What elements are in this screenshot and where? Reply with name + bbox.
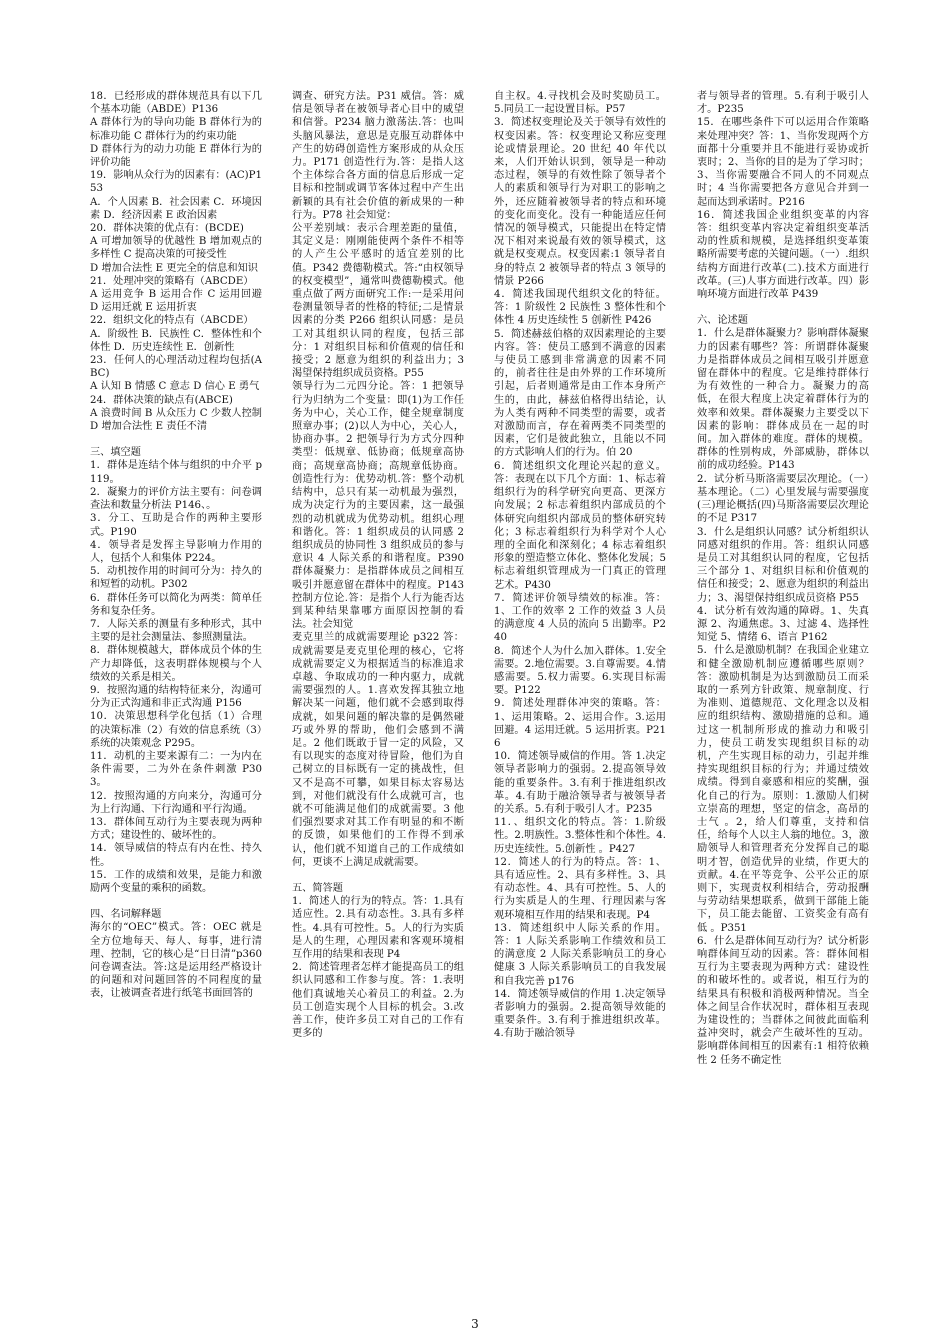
paragraph: 9．按照沟通的结构特征来分，沟通可分为正式沟通和非正式沟通 P156 [90,684,262,710]
paragraph: 三、填空题 [90,447,141,459]
paragraph: 11．、组织文化的特点。答：1.阶级性。2.明族性。3.整体性和个体性。4.历史连续性。5.创新性 。P427 [494,817,666,855]
paragraph: 19．影响从众行为的因素有：(AC)P153 [90,170,262,195]
paragraph: 四、名词解释题 [90,909,162,921]
paragraph: 6．什么是群体间互动行为？试分析影响群体间互动的因素。答：群体间相互行为主要表现为两种方式：建设性的和破坏性的。或者说，相互行为的结果具有积极和消极两种情况。当全体之间呈合作状况时，群体相互表现为建设性的；当群体之间彼此面临利益冲突时，就会产生破坏性的互动。影响群体间相互的因素有:1 相符依赖性 2 任务不确定性 [697,935,869,1066]
paragraph: 者与领导者的管理。5.有利于吸引人才。P235 [697,91,869,116]
paragraph: 5．什么是激励机制？在我国企业建立和健全激励机制应遵循哪些原则？答：激励机制是为达到激励员工而采取的一系列方针政策、规章制度、行为准则、道德规范、文化理念以及相应的组织结构、激励措施的总和。通过这一机制所形成的推动力和吸引力，使员工萌发实现组织目标的动机，产生实现目标的动力，引起并维持实现组织目标的行为；并通过绩效成绩。得到自豪感和相应的奖酬，强化自己的行为。原则：1.激励人们树立崇高的理想，坚定的信念，高昂的士气 。2，给人们尊重，支持和信任，给每个人以主人翁的地位。3，激励领导人和管理者充分发挥自己的聪明才智，创造优异的业绩，作更大的贡献。4.在平等竞争、公平公正的原则下，实现责权利相结合，劳动报酬与劳动结果想联系，做到干部能上能下，员工能去能留、工资奖金有高有低 。P351 [697,645,869,934]
paragraph: A．阶级性 B．民族性 C．整体性和个体性 D．历史连续性 E．创新性 [90,328,262,353]
paragraph: 14．领导威信的特点有内在性、持久性。 [90,843,262,868]
paragraph: 2．简述管理者怎样才能提高员工的组织认同感和工作参与度。答：1.表明他们真诚地关心着员工的利益。2.为员工创造实现个人目标的机会。3.改善工作，使许多员工对自己的工作有更多的 [292,962,464,1040]
paragraph: 自主权。4.寻找机会及时奖励员工。5.同员工一起设置目标。P57 [494,91,666,116]
paragraph: 9．简述处理群体冲突的策略。答：1、运用策略。2、运用合作。3.运用回避。4 运用迁就。5 运用折衷。P216 [494,698,666,749]
paragraph: 21．处理冲突的策略有（ABCDE） [90,275,254,287]
paragraph: 8．简述个人为什么加入群体。1.安全需要。2.地位需要。3.自尊需要。4.情感需要。5.权力需要。6.实现目标需要。P122 [494,645,666,697]
paragraph: A 可增加领导的优越性 B 增加观点的多样性 C 提高决策的可接受性 [90,236,262,261]
paragraph: 1．群体是连结个体与组织的中介平 p119。 [90,460,262,485]
paragraph: A 认知 B 情感 C 意志 D 信心 E 勇气 [90,381,260,393]
paragraph-spacer [90,433,262,446]
paragraph: 20．群体决策的优点有：(BCDE) [90,223,244,235]
paragraph: 2．凝聚力的评价方法主要有：问卷调查法和数量分析法 P146、。 [90,486,262,512]
text-column-4 [697,90,869,1067]
paragraph: 4．简述我国现代组织文化的特征。答：1 阶级性 2 民族性 3 整体性和个体性 4 历史连续性 5 创新性 P426 [494,289,666,327]
paragraph: 7．人际关系的测量有多种形式，其中主要的是社会测量法、参照测量法。 [90,618,262,644]
text-column-1 [90,90,262,1001]
paragraph-spacer [292,869,464,882]
paragraph: 10．决策思想科学化包括（1）合理的决策标准（2）有效的信息系统（3）系统的决策观念 P295。 [90,711,262,749]
paragraph: 8．群体规模越大，群体成员个体的生产力却降低，这表明群体规模与个人绩效的关系是相关。 [90,645,262,683]
paragraph: 1．什么是群体凝聚力？影响群体凝聚力的因素有哪些？答：所谓群体凝聚力是指群体成员之间相互吸引并愿意留在群体中的程度。它是维持群体行为有效性的一种合力。凝聚力的高低，在很大程度上决定着群体行为的效率和效果。群体凝聚力主要受以下因素的影响：群体成员在一起的时间。加入群体的难度。群体的规模。群体的性别构成，外部威胁，群体以前的成功经验。P143 [697,328,869,472]
paragraph: 15．在哪些条件下可以运用合作策略来处理冲突？答：1、当你发现两个方面都十分重要并且不能进行妥协或折衷时；2、当你的目的是为了学习时；3、当你需要融合不同人的不同观点时；4 当你需要把各方意见合并到一起而达到承诺时。P216 [697,117,869,208]
paragraph: 1．简述人的行为的特点。答：1.具有适应性。2.具有动态性。3.具有多样性。4.具有可控性。5。人的行为实质是人的生理，心理因素和客观环境相互作用的结果和表现 P4 [292,896,464,960]
paragraph: 7．简述评价领导绩效的标准。答：1、工作的效率 2 工作的效益 3 人员的满意度 4 人员的流向 5 出勤率。P240 [494,592,666,644]
paragraph: D 增加合法性 E 更完全的信息和知识 [90,262,258,274]
paragraph: 13．简述组织中人际关系的作用。答：1 人际关系影响工作绩效和员工的满意度 2 人际关系影响员工的身心健康 3 人际关系影响员工的自我发展和自我完善 p176 [494,922,666,987]
paragraph: 公平差别域：表示合理差距的量值，其定义是：刚刚能使两个条件不相等的人产生公平感时的适宜差别的比值。P342 费德勒模式。答:“由权领导的权变模型”，通常叫费德勒模式。他重点做了两方面研究工作:一是采用问卷测量领导者的性格的特征;二是情景因素的分类 P266 组织认同感：是员工对其组织认同的程度，包括三部分：1 对组织目标和价值观的信任和接受；2 愿意为组织的利益出力；3 渴望保持组织成员资格。P55 [292,223,464,380]
paragraph: 14．简述领导威信的作用 1.决定领导者影响力的强弱。2.提高领导效能的重要条件。3.有利于推进组织改革。4.有助于融洽领导 [494,988,666,1040]
paragraph: 六、论述题 [697,315,748,327]
paragraph: 24．群体决策的缺点有(ABCE) [90,394,233,406]
paragraph: 3．什么是组织认同感？试分析组织认同感对组织的作用。答：组织认同感是员工对其组织认同的程度，它包括三个部分 1、对组织目标和价值观的信任和接受；2、愿意为组织的利益出力；3、渴望保持组织成员资格 P55 [697,526,869,604]
paragraph: 23．任何人的心理活动过程均包括(ABC) [90,355,262,380]
paragraph: 16．简述我国企业组织变革的内容答：组织变革内容决定着组织变革活动的性质和规模，是选择组织变革策略所需要考虑的关键问题。（一）.组织结构方面进行改革(二).技术方面进行改革。(三)人事方面进行改革。四）影响环境方面进行改革 P439 [697,209,869,301]
paragraph: 12．按照沟通的方向来分，沟通可分为上行沟通、下行沟通和平行沟通。 [90,790,262,815]
page-number: 3 [471,1317,479,1331]
paragraph: 调查、研究方法。P31 威信。答：威信是领导者在被领导者心目中的威望和信誉。P234 脑力激荡法.答：也叫头脑风暴法，意思是克服互动群体中产生的妨碍创造性方案形成的从众压力。P171 创造性行为.答：是指人这个主体综合各方面的信息后形成一定目标和控制或调节客体过程中产生出新颖的具有社会价值的新成果的一种行为。P78 社会知觉： [292,91,464,221]
paragraph: A 浪费时间 B 从众压力 C 少数人控制 D 增加合法性 E 责任不清 [90,407,262,433]
paragraph: 12．简述人的行为的特点。答：1、具有适应性。2、具有多样性。3、具有动态性。4、具有可控性。5、人的行为实质是人的生理、行理因素与客观环境相互作用的结果和表现。P4 [494,856,666,921]
text-column-3 [494,90,666,1041]
paragraph: 6．群体任务可以简化为两类：简单任务和复杂任务。 [90,592,262,617]
paragraph: 18．已经形成的群体规范具有以下几个基本功能（ABDE）P136 [90,91,262,116]
paragraph: 4．试分析有效沟通的障碍。1、失真源 2、沟通焦虑。3、过滤 4、选择性知觉 5、情绪 6、语言 P162 [697,605,869,644]
paragraph: D 群体行为的动力功能 E 群体行为的评价功能 [90,143,262,169]
text-column-2 [292,90,464,1040]
paragraph: 2．试分析马斯洛需要层次理论。（一）基本理论。（二）心里发展与需要强度(三)理论概括(四)马斯洛需要层次理论的不足 P317 [697,473,869,525]
paragraph-spacer [697,301,869,314]
paragraph: 5．简述赫兹伯格的双因素理论的主要内容。答：使员工感到不满意的因素与使员工感到非常满意的因素不同的，前者往往是由外界的工作环境所引起，后者则通常是由工作本身所产生的，由此，赫兹伯格得出结论，认为人类有两种不同类型的需要，或者对激励而言，存在着两类不同类型的因素，它们是彼此独立，且能以不同的方式影响人们的行为。伯 20 [494,328,666,459]
paragraph: 3．简述权变理论及关于领导有效性的权变因素。答：权变理论又称应变理论或情景理论。20 世纪 40 年代以来，人们开始认识到，领导是一种动态过程，领导的有效性除了领导者个人的素质和领导行为对职工的影响之外，还应随着被领导者的特点和环境的变化而变化。没有一种能适应任何情况的领导模式，只能提出在特定情况下相对来说最有效的领导模式，这就是权变观点。权变因素:1 领导者自身的特点 2 被领导者的特点 3 领导的情景 P266 [494,117,666,287]
paragraph: 11．动机的主要来源有二：一为内在条件需要，二为外在条件刺激 P303。 [90,750,262,789]
paragraph: 麦克里兰的成就需要理论 p322 答：成就需要是麦克里伦理的核心，它将成就需要定义为根据适当的标准追求卓越、争取成功的一种内驱力，成就需要强烈的人。1.喜欢发挥其独立地解决某一问题，他们就不会感到取得成就，如果问题的解决靠的是偶然碰巧或外界的帮助，他们会感到不满足。2 他们既敢于冒一定的风险，又有以现实的态度对待冒险，他们为自己树立的目标既有一定的挑战性，但又不是高不可攀，如果目标太容易达到，对他们就没有什么成就可言，也就不可能满足他们的成就需要。3 他们强烈要求对其工作有明显的和不断的反馈，如果他们的工作得不到承认，他们就不知道自己的工作成绩如何，更谈不上满足成就需要。 [292,632,464,868]
paragraph: 5．动机按作用的时间可分为：持久的和短暂的动机。P302 [90,566,262,591]
paragraph: A．个人因素 B．社会因素 C．环境因素 D．经济因素 E 政治因素 [90,196,262,221]
paragraph: 3．分工、互助是合作的两种主要形式。P190 [90,513,262,538]
paragraph: 15．工作的成绩和效果，是能力和激励两个变量的乘积的函数。 [90,869,262,894]
paragraph: 五、简答题 [292,882,343,894]
paragraph: 13．群体间互动行为主要表现为两种方式；建设性的、破坏性的。 [90,816,262,842]
paragraph-spacer [90,895,262,908]
paragraph: 4．领导者是发挥主导影响力作用的人，包括个人和集体 P224。 [90,539,262,564]
paragraph: 海尔的“OEC”模式。答：OEC 就是全方位地每天、每人、每事，进行清理、控制，它的核心是“日日清”p360 问卷调查法。答:这是运用经严格设计的问题和对问题回答的不同程度的量表，让被调查者进行纸笔书面回答的 [90,922,262,1000]
paragraph: 6．简述组织文化理论兴起的意义。答：表现在以下几个方面：1、标志着组织行为的科学研究向更高、更深方向发展；2 标志着组织内部成员的个体研究向组织内部成员的整体研究转化；3 标志着组织行为科学对个人心理的全面化和深刻化；4 标志着组织形象的塑造整立体化、整体化发展；5 标志着组织管理成为一门真正的管理艺术。P430 [494,460,666,591]
paragraph: 22．组织文化的特点有（ABCDE） [90,315,254,327]
document-page [90,90,870,1310]
paragraph: 10．简述领导威信的作用。答 1.决定领导者影响力的强弱。2.提高领导效能的重要条件。3.有利于推进组织改革。4.有助于融洽领导者与被领导者的关系。5.有利于吸引人才。P235 [494,751,666,815]
paragraph: A 运用竞争 B 运用合作 C 运用回避 D 运用迁就 E 运用折衷 [90,289,262,314]
paragraph: A 群体行为的导向功能 B 群体行为的标准功能 C 群体行为的约束功能 [90,117,262,142]
paragraph: 领导行为二元四分论。答：1 把领导行为归纳为二个变量：即(1)为工作任务为中心，关心工作，健全规章制度照章办事；(2)以人为中心，关心人，协商办事。2 把领导行为方式分四种类型：低规章、低协商；低规章高协商；高规章高协商；高规章低协商。创造性行为：优势动机.答：整个动机结构中，总只有某一动机最为强烈，成为决定行为的主要因素，这一最强烈的动机就成为优势动机。组织心理和谐化。答：1 组织成员的认同感 2 组织成员的协同性 3 组织成员的参与意识 4 人际关系的和谐程度。P390 群体凝聚力：是指群体成员之间相互吸引并愿意留在群体中的程度。P143 控制方位论.答：是指个人行为能否达到某种结果靠哪方面原因控制的看法。社会知觉 [292,381,464,631]
